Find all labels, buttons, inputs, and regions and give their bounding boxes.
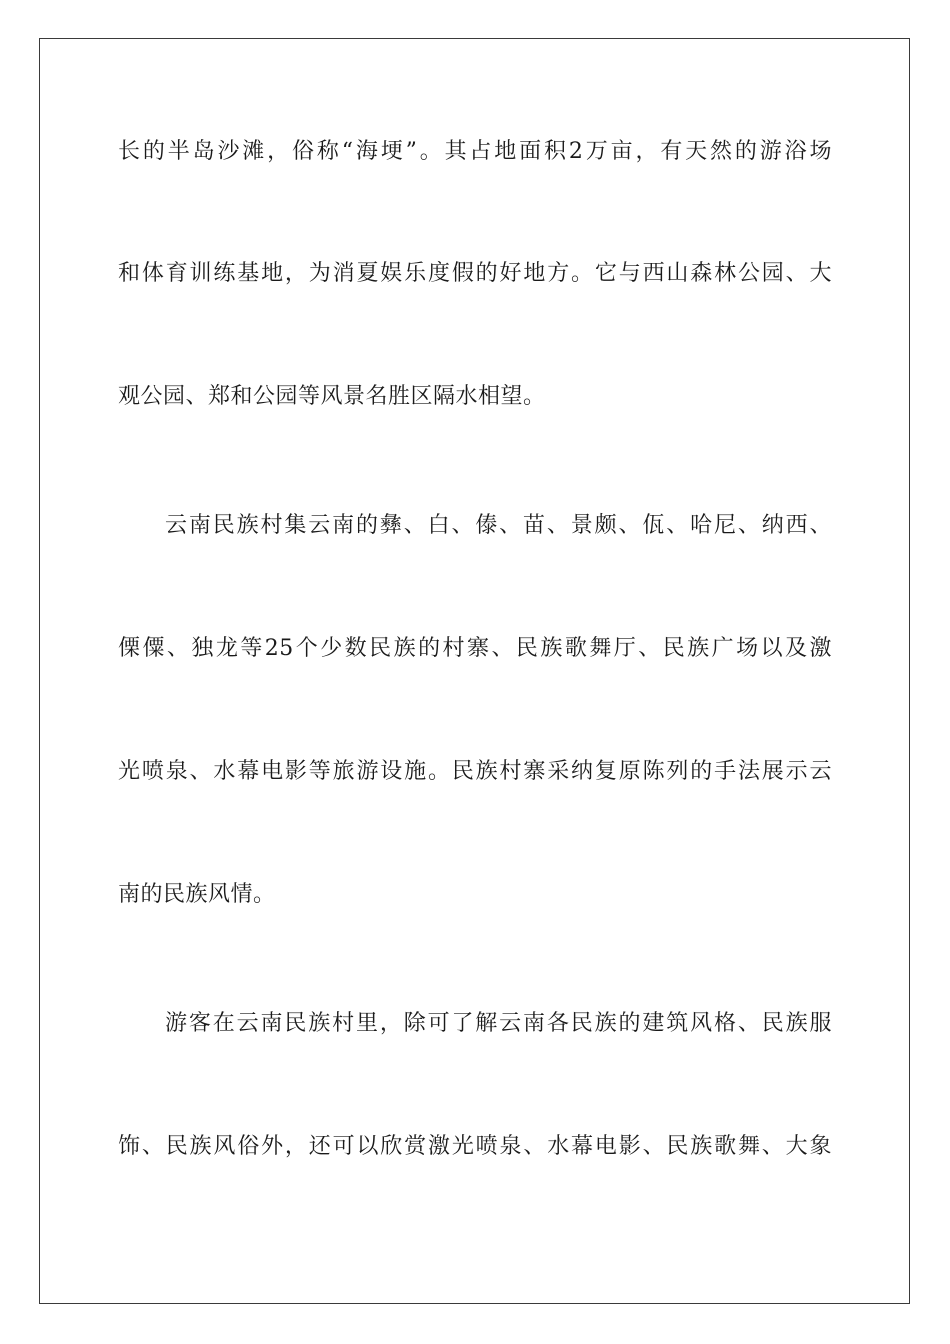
page-border [39,38,910,1304]
text-line: 南的民族风情。 [118,882,276,907]
text-line: 长的半岛沙滩，俗称“海埂”。其占地面积2万亩，有天然的游浴场 [118,139,832,164]
text-line: 光喷泉、水幕电影等旅游设施。民族村寨采纳复原陈列的手法展示云 [118,759,832,784]
text-line: 傈僳、独龙等25个少数民族的村寨、民族歌舞厅、民族广场以及激 [118,636,832,661]
paragraph-first-line: 云南民族村集云南的彝、白、傣、苗、景颇、佤、哈尼、纳西、 [165,513,832,538]
text-line: 和体育训练基地，为消夏娱乐度假的好地方。它与西山森林公园、大 [118,261,832,286]
text-line: 观公园、郑和公园等风景名胜区隔水相望。 [118,384,546,409]
paragraph-first-line: 游客在云南民族村里，除可了解云南各民族的建筑风格、民族服 [165,1011,832,1036]
text-line: 饰、民族风俗外，还可以欣赏激光喷泉、水幕电影、民族歌舞、大象 [118,1134,832,1159]
